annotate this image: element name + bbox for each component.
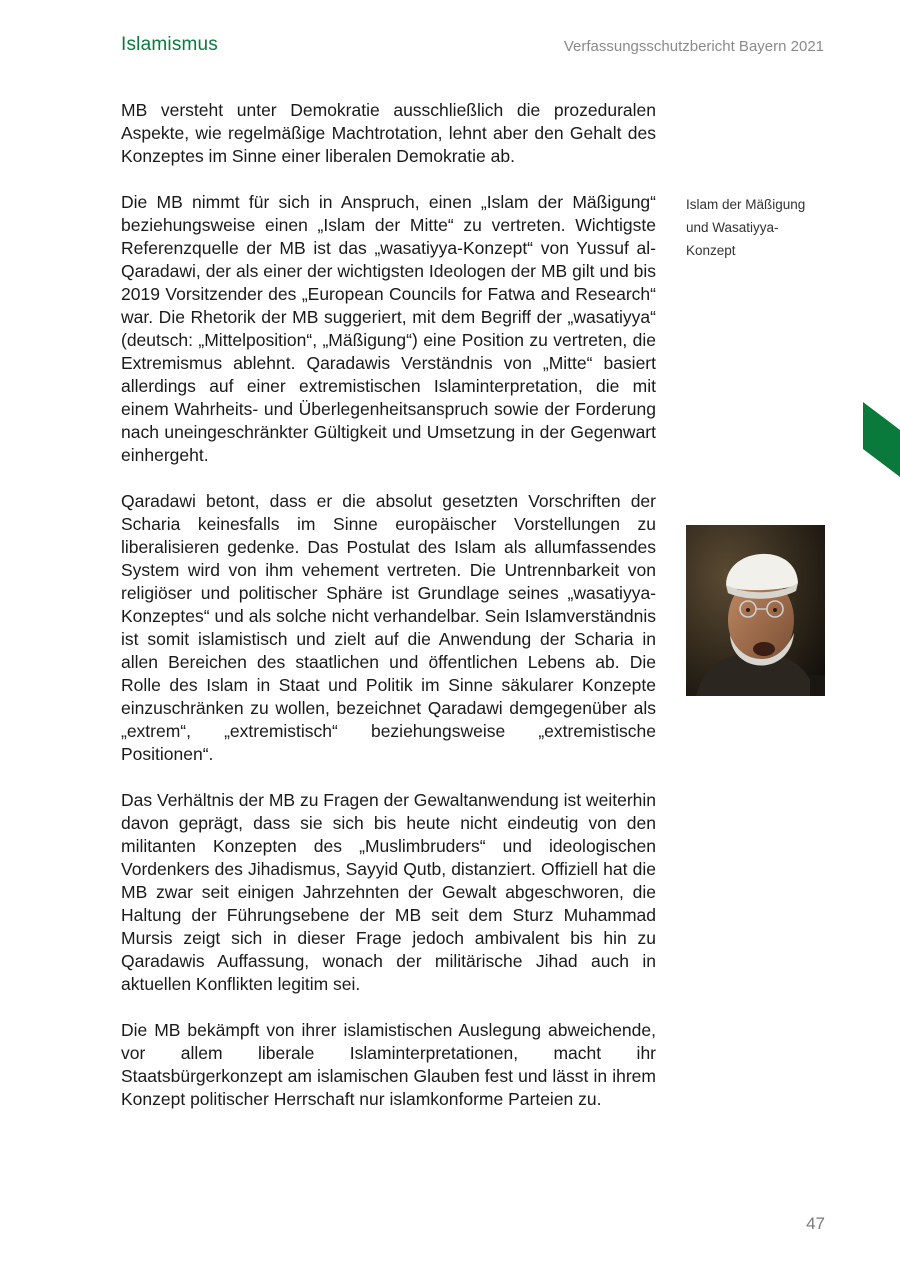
margin-note-line: Konzept bbox=[686, 243, 736, 258]
margin-note bbox=[686, 193, 836, 262]
portrait-photo bbox=[686, 525, 825, 696]
margin-note-line: Islam der Mäßigung bbox=[686, 197, 806, 212]
paragraph-democracy: MB versteht unter Demokratie ausschließlich die prozeduralen Aspekte, wie regelmäßige Machtrotation, lehnt aber den Gehalt des Konzeptes im Sinne einer liberalen Demokratie ab. bbox=[121, 100, 656, 166]
main-text-column bbox=[121, 99, 656, 1134]
margin-note-line: und Wasatiyya- bbox=[686, 220, 779, 235]
running-header-title: Verfassungsschutzbericht Bayern 2021 bbox=[563, 38, 824, 55]
running-header-section: Islamismus bbox=[121, 34, 219, 55]
paragraph-qaradawi: Qaradawi betont, dass er die absolut gesetzten Vorschriften der Scharia keinesfalls im Sinne europäischer Vorstellungen zu liberalisieren gedenke. Das Postulat des Islam als allumfassendes System wird von ihm vehement vertreten. Die Untrennbarkeit von religiöser und politischer Sphäre ist Grundlage seines „wasatiyya-Konzeptes“ und als solche nicht verhandelbar. Sein Islamverständnis ist somit islamistisch und zielt auf die Anwendung der Scharia in allen Bereichen des staatlichen und öffentlichen Lebens ab. Die Rolle des Islam in Staat und Politik im Sinne säkularer Konzepte einzuschränken zu wollen, bezeichnet Qaradawi demgegenüber als „extrem“, „extremistisch“ beziehungsweise „extremistische Positionen“. bbox=[121, 491, 656, 764]
paragraph-violence: Das Verhältnis der MB zu Fragen der Gewaltanwendung ist weiterhin davon geprägt, dass sie sich bis heute nicht eindeutig von den militanten Konzepten des „Muslimbruders“ und ideologischen Vordenkers des Jihadismus, Sayyid Qutb, distanziert. Offiziell hat die MB zwar seit einigen Jahrzehnten der Gewalt abgeschworen, die Haltung der Führungsebene der MB seit dem Sturz Muhammad Mursis zeigt sich in dieser Frage jedoch ambivalent bis hin zu Qaradawis Auffassung, wonach der militärische Jihad auch in aktuellen Konflikten legitim sei. bbox=[121, 790, 656, 994]
paragraph-wasatiyya: Die MB nimmt für sich in Anspruch, einen „Islam der Mäßigung“ beziehungsweise einen „Islam der Mitte“ zu vertreten. Wichtigste Referenzquelle der MB ist das „wasatiyya-Konzept“ von Yussuf al-Qaradawi, der als einer der wichtigsten Ideologen der MB gilt und bis 2019 Vorsitzender des „European Councils for Fatwa and Research“ war. Die Rhetorik der MB suggeriert, mit dem Begriff der „wasatiyya“ (deutsch: „Mittelposition“, „Mäßigung“) eine Position zu vertreten, die Extremismus ablehnt. Qaradawis Verständnis von „Mitte“ basiert allerdings auf einer extremistischen Islaminterpretation, die mit einem Wahrheits- und Überlegenheitsanspruch sowie der Forderung nach uneingeschränkter Gültigkeit und Umsetzung in der Gegenwart einhergeht. bbox=[121, 192, 656, 465]
chapter-tab-marker bbox=[863, 402, 900, 477]
page-number: 47 bbox=[806, 1214, 825, 1233]
portrait-illustration bbox=[686, 525, 825, 696]
paragraph-liberal: Die MB bekämpft von ihrer islamistischen Auslegung abweichende, vor allem liberale Islaminterpretationen, macht ihr Staatsbürgerkonzept am islamischen Glauben fest und lässt in ihrem Konzept politischer Herrschaft nur islamkonforme Parteien zu. bbox=[121, 1020, 656, 1109]
